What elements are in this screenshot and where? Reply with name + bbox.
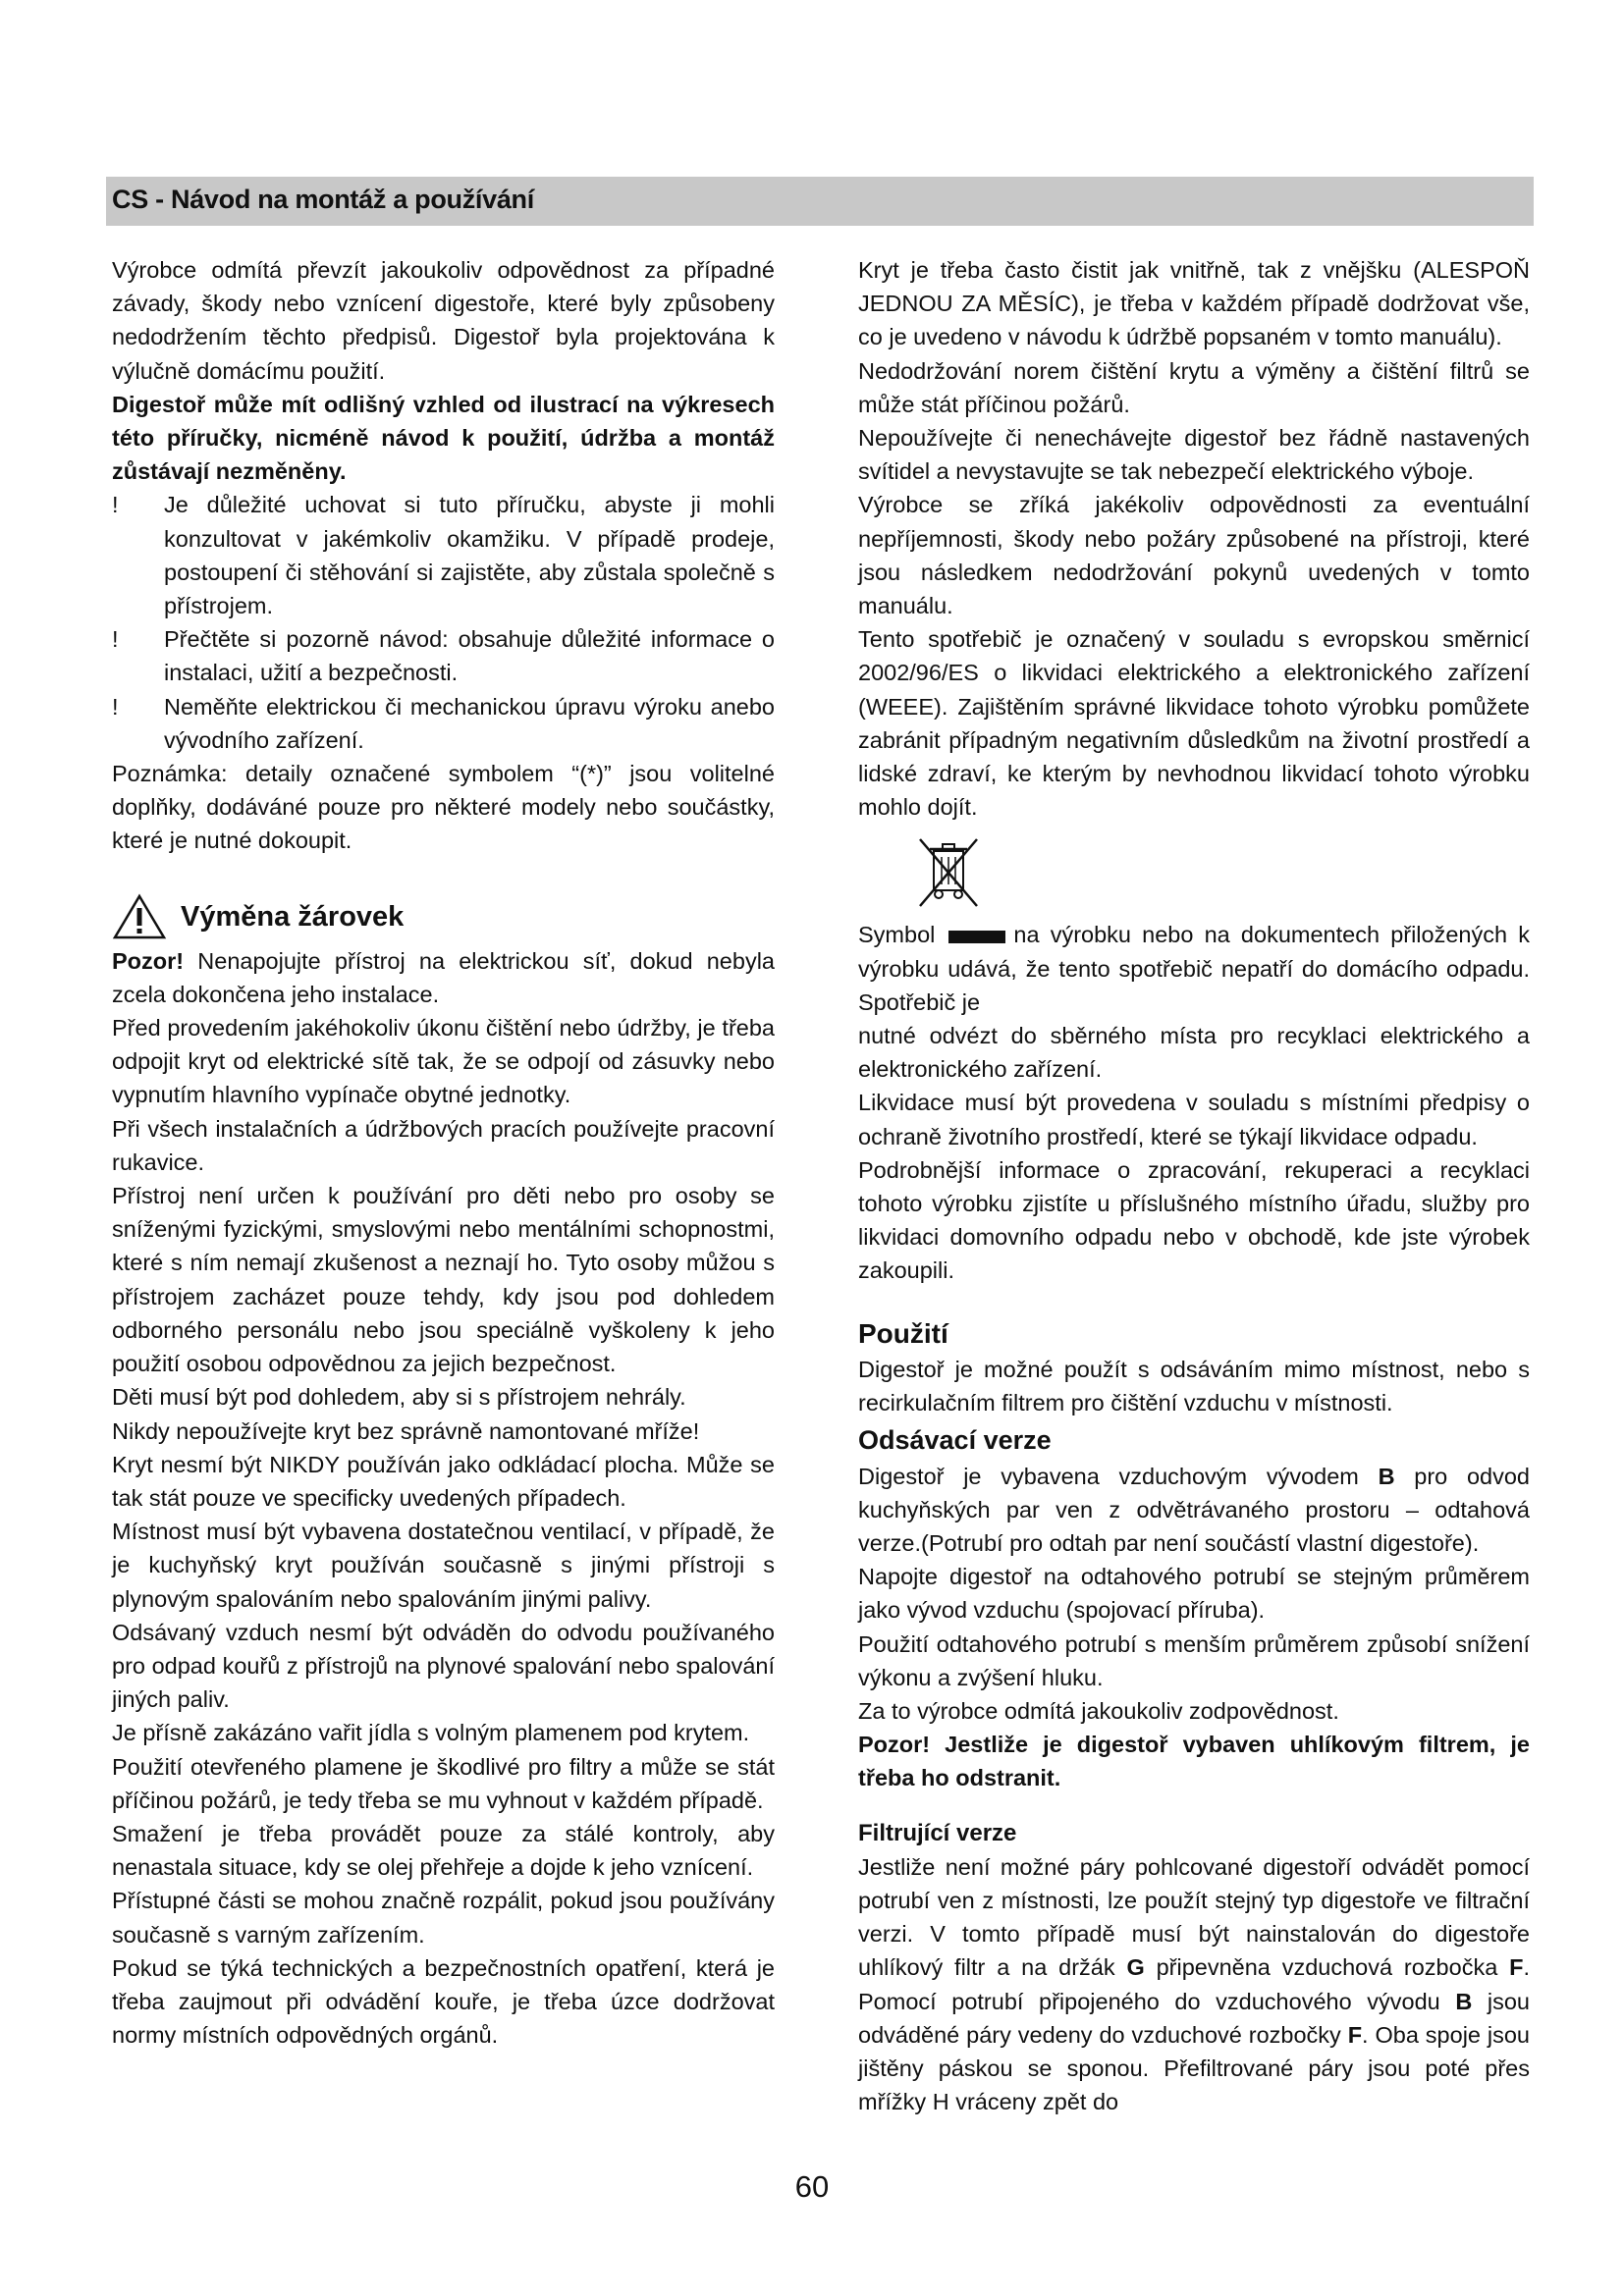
body-paragraph: Nikdy nepoužívejte kryt bez správně namontované mříže! <box>112 1417 700 1444</box>
section-header-bar <box>106 177 1534 226</box>
section-title: Výměna žárovek <box>181 900 405 933</box>
exhaust-warning: Pozor! Jestliže je digestoř vybaven uhlíkovým filtrem, je třeba ho odstranit. <box>858 1732 1530 1791</box>
text-run: . Pomocí potrubí připojeného do vzduchového vývodu <box>858 1954 1530 2014</box>
body-paragraph: Použití odtahového potrubí s menším průměrem způsobí snížení výkonu a zvýšení hluku. <box>858 1630 1530 1690</box>
body-paragraph: Napojte digestoř na odtahového potrubí se stejným průměrem jako vývod vzduchu (spojovací příruba). <box>858 1564 1530 1624</box>
bullet-text: Je důležité uchovat si tuto příručku, abyste ji mohli konzultovat v jakémkoliv okamžiku. V případě prodeje, postoupení či stěhování si zajistěte, aby zůstala společně s přístrojem. <box>164 492 775 619</box>
body-paragraph: Smažení je třeba provádět pouze za stálé kontroly, aby nenastala situace, kdy se olej přehřeje a dojde k jeho vznícení. <box>112 1820 775 1881</box>
text-run: pro odvod kuchyňských par ven z odvětrávaného prostoru – odtahová verze.(Potrubí pro odtah par není součástí vlastní digestoře). <box>858 1463 1530 1556</box>
body-paragraph: Pokud se týká technických a bezpečnostních opatření, která je třeba zaujmout při odvádění kouře, je třeba úzce dodržovat normy místních odpovědných orgánů. <box>112 1954 775 2049</box>
exhaust-paragraph <box>858 1460 1530 1561</box>
weee-paragraph: Tento spotřebič je označený v souladu s evropskou směrnicí 2002/96/ES o likvidaci elektrického a elektronického zařízení (WEEE). Zajištěním správné likvidace tohoto výrobku pomůžete zabránit případným negativním důsledkům na životní prostředí a lidské zdraví, ke kterým by nevhodnou likvidací tohoto výrobku mohlo dojít. <box>858 626 1530 821</box>
pozor-text: Nenapojujte přístroj na elektrickou síť, dokud nebyla zcela dokončena jeho instalace. <box>112 947 775 1007</box>
symbol-paragraph <box>858 918 1530 1019</box>
text-run: Jestliže není možné páry pohlcované digestoří odvádět pomocí potrubí ven z místnosti, lze použít stejný typ digestoře ve filtrační verzi. V tomto případě musí být nainstalován do digestoře uhlíkový filtr a na držák <box>858 1853 1530 1981</box>
right-column <box>858 253 1530 2118</box>
label-f: F <box>1347 2021 1363 2048</box>
text-run: . Oba spoje jsou jištěny páskou se sponou. Přefiltrované páry jsou poté přes mřížky H vráceny zpět do <box>858 2021 1530 2115</box>
body-paragraph: Nepoužívejte či nenechávejte digestoř bez řádně nastavených svítidel a nevystavujte se tak nebezpečí elektrického výboje. <box>858 425 1530 485</box>
label-f: F <box>1509 1954 1524 1981</box>
body-paragraph: Použití otevřeného plamene je škodlivé pro filtry a může se stát příčinou požárů, je tedy třeba se mu vyhnout v každém případě. <box>112 1753 775 1813</box>
bullet-item <box>112 690 775 757</box>
intro-bold-paragraph: Digestoř může mít odlišný vzhled od ilustrací na výkresech této příručky, nicméně návod k použití, údržba a montáž zůstávají nezměněny. <box>112 391 775 485</box>
bullet-text: Přečtěte si pozorně návod: obsahuje důležité informace o instalaci, užití a bezpečnosti. <box>164 626 775 686</box>
body-paragraph: Nedodržování norem čištění krytu a výměny a čištění filtrů se může stát příčinou požárů. <box>858 357 1530 417</box>
page-number: 60 <box>794 2169 830 2204</box>
body-paragraph: Odsávaný vzduch nesmí být odváděn do odvodu používaného pro odpad kouřů z přístrojů na plynové spalování nebo spalování jiných paliv. <box>112 1619 775 1713</box>
body-paragraph: Přístupné části se mohou značně rozpálit, pokud jsou používány současně s varným zařízením. <box>112 1888 775 1948</box>
weee-symbol-area <box>858 828 1530 918</box>
label-b: B <box>1378 1463 1395 1489</box>
left-column <box>112 253 775 2052</box>
text-run: jsou odváděné páry vedeny do vzduchové rozbočky <box>858 1988 1531 2048</box>
body-paragraph: Místnost musí být vybavena dostatečnou ventilací, v případě, že je kuchyňský kryt používán současně s jinými přístroji s plynovým spalováním nebo spalováním jinými palivy. <box>112 1519 775 1612</box>
body-paragraph: Výrobce se zříká jakékoliv odpovědnosti za eventuální nepříjemnosti, škody nebo požáry způsobené na přístroji, které jsou následkem nedodržování pokynů uvedených v tomto manuálu. <box>858 492 1530 619</box>
body-paragraph: Kryt nesmí být NIKDY používán jako odkládací plocha. Může se tak stát pouze ve specificky uvedených případech. <box>112 1451 775 1511</box>
exhaust-heading: Odsávací verze <box>858 1425 1052 1456</box>
black-bar-symbol <box>948 931 1005 943</box>
bullet-text: Neměňte elektrickou či mechanickou úpravu výroku anebo vývodního zařízení. <box>164 693 775 753</box>
body-paragraph: Je přísně zakázáno vařit jídla s volným plamenem pod krytem. <box>112 1720 750 1746</box>
body-paragraph: Děti musí být pod dohledem, aby si s přístrojem nehrály. <box>112 1384 686 1411</box>
symbol-text: na výrobku nebo na dokumentech přiložených k výrobku udává, že tento spotřebič nepatří do domácího odpadu. Spotřebič je <box>858 922 1530 1015</box>
filter-heading: Filtrující verze <box>858 1819 1017 1846</box>
body-paragraph: Přístroj není určen k používání pro děti nebo pro osoby se sníženými fyzickými, smyslovými nebo mentálními schopnostmi, které s ním nemají zkušenost a neznají ho. Tyto osoby můžou s přístrojem zacházet pouze tehdy, kdy jsou pod dohledem odborného personálu nebo jsou speciálně vyškoleny k jeho použití osobou odpovědnou za jejich bezpečnost. <box>112 1183 775 1377</box>
label-b: B <box>1455 1988 1473 2014</box>
use-heading: Použití <box>858 1317 948 1349</box>
intro-paragraph: Výrobce odmítá převzít jakoukoliv odpovědnost za případné závady, škody nebo vznícení digestoře, které byly způsobeny nedodržením těchto předpisů. Digestoř byla projektována k výlučně domácímu použití. <box>112 257 775 384</box>
body-paragraph: nutné odvézt do sběrného místa pro recyklaci elektrického a elektronického zařízení. <box>858 1023 1530 1083</box>
text-run: připevněna vzduchová rozbočka <box>1144 1954 1510 1981</box>
exclamation-bullet: ! <box>112 492 119 518</box>
label-g: G <box>1126 1954 1145 1981</box>
text-run: Digestoř je vybavena vzduchovým vývodem <box>858 1463 1379 1489</box>
exclamation-bullet: ! <box>112 693 119 720</box>
use-paragraph: Digestoř je možné použít s odsáváním mimo místnost, nebo s recirkulačním filtrem pro čištění vzduchu v místnosti. <box>858 1356 1530 1416</box>
body-paragraph: Likvidace musí být provedena v souladu s místními předpisy o ochraně životního prostředí, které se týkají likvidace odpadu. <box>858 1090 1530 1149</box>
body-paragraph: Při všech instalačních a údržbových pracích používejte pracovní rukavice. <box>112 1115 775 1175</box>
body-paragraph: Podrobnější informace o zpracování, rekuperaci a recyklaci tohoto výrobku zjistíte u příslušného místního úřadu, služby pro likvidaci domovního odpadu nebo v obchodě, kde jste výrobek zakoupili. <box>858 1156 1530 1284</box>
bulb-section-heading <box>112 893 775 940</box>
warning-triangle-icon <box>112 893 167 940</box>
page-title: CS - Návod na montáž a používání <box>112 185 534 214</box>
filter-paragraph <box>858 1850 1530 2119</box>
body-paragraph: Kryt je třeba často čistit jak vnitřně, tak z vnějšku (ALESPOŇ JEDNOU ZA MĚSÍC), je třeba v každém případě dodržovat vše, co je uvedeno v návodu k údržbě popsaném v tomto manuálu). <box>858 257 1530 350</box>
crossed-bin-icon <box>914 835 983 912</box>
exclamation-bullet: ! <box>112 626 119 653</box>
symbol-label: Symbol <box>858 922 936 948</box>
pozor-label: Pozor! <box>112 947 185 974</box>
note-paragraph: Poznámka: detaily označené symbolem “(*)” jsou volitelné doplňky, dodáváné pouze pro některé modely nebo součástky, které je nutné dokoupit. <box>112 761 775 854</box>
bullet-item <box>112 488 775 622</box>
body-paragraph: Před provedením jakéhokoliv úkonu čištění nebo údržby, je třeba odpojit kryt od elektrické sítě tak, že se odpojí od zásuvky nebo vypnutím hlavního vypínače obytné jednotky. <box>112 1015 775 1108</box>
warning-paragraph <box>112 944 775 1011</box>
bullet-item <box>112 622 775 689</box>
body-paragraph: Za to výrobce odmítá jakoukoliv zodpovědnost. <box>858 1697 1339 1724</box>
